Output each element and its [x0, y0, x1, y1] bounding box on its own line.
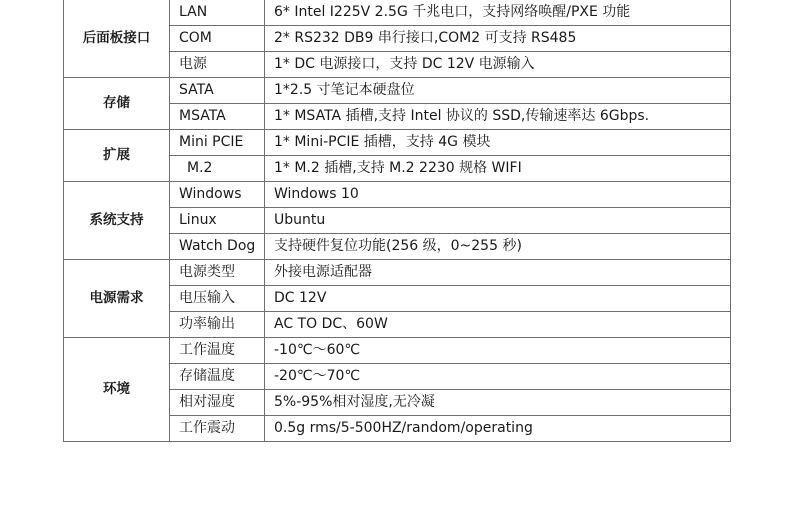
spec-item-label: SATA: [170, 78, 265, 104]
spec-item-value: 外接电源适配器: [265, 260, 731, 286]
spec-item-label: 工作震动: [170, 416, 265, 442]
spec-item-value: 1*2.5 寸笔记本硬盘位: [265, 78, 731, 104]
spec-item-value: -20℃～70℃: [265, 364, 731, 390]
spec-item-label: M.2: [170, 156, 265, 182]
spec-item-label: 电压输入: [170, 286, 265, 312]
spec-item-value: Windows 10: [265, 182, 731, 208]
spec-item-label: 相对湿度: [170, 390, 265, 416]
spec-item-label: COM: [170, 26, 265, 52]
spec-item-label: MSATA: [170, 104, 265, 130]
category-environment: 环境: [64, 338, 170, 442]
spec-item-value: 5%-95%相对湿度,无冷凝: [265, 390, 731, 416]
table-row: [64, 338, 731, 364]
spec-item-label: 存储温度: [170, 364, 265, 390]
spec-item-label: Windows: [170, 182, 265, 208]
spec-item-value: AC TO DC、60W: [265, 312, 731, 338]
spec-item-value: 1* MSATA 插槽,支持 Intel 协议的 SSD,传输速率达 6Gbps.: [265, 104, 731, 130]
spec-item-label: LAN: [170, 0, 265, 26]
spec-item-label: Watch Dog: [170, 234, 265, 260]
category-expansion: 扩展: [64, 130, 170, 182]
table-row: [64, 0, 731, 26]
category-storage: 存储: [64, 78, 170, 130]
category-rear-panel: 后面板接口: [64, 0, 170, 78]
spec-table: [63, 0, 731, 442]
spec-item-value: 6* Intel I225V 2.5G 千兆电口，支持网络唤醒/PXE 功能: [265, 0, 731, 26]
table-row: [64, 130, 731, 156]
spec-item-value: 1* DC 电源接口，支持 DC 12V 电源输入: [265, 52, 731, 78]
spec-item-label: 电源类型: [170, 260, 265, 286]
spec-item-value: 2* RS232 DB9 串行接口,COM2 可支持 RS485: [265, 26, 731, 52]
spec-item-value: 1* M.2 插槽,支持 M.2 2230 规格 WIFI: [265, 156, 731, 182]
table-row: [64, 182, 731, 208]
spec-item-label: Mini PCIE: [170, 130, 265, 156]
spec-item-value: Ubuntu: [265, 208, 731, 234]
spec-item-value: 0.5g rms/5-500HZ/random/operating: [265, 416, 731, 442]
spec-item-value: 支持硬件复位功能(256 级，0~255 秒): [265, 234, 731, 260]
category-os-support: 系统支持: [64, 182, 170, 260]
spec-item-label: Linux: [170, 208, 265, 234]
spec-item-label: 功率输出: [170, 312, 265, 338]
table-row: [64, 260, 731, 286]
spec-item-value: -10℃～60℃: [265, 338, 731, 364]
table-row: [64, 78, 731, 104]
spec-item-value: DC 12V: [265, 286, 731, 312]
spec-item-label: 工作温度: [170, 338, 265, 364]
category-power: 电源需求: [64, 260, 170, 338]
spec-item-label: 电源: [170, 52, 265, 78]
spec-item-value: 1* Mini-PCIE 插槽，支持 4G 模块: [265, 130, 731, 156]
